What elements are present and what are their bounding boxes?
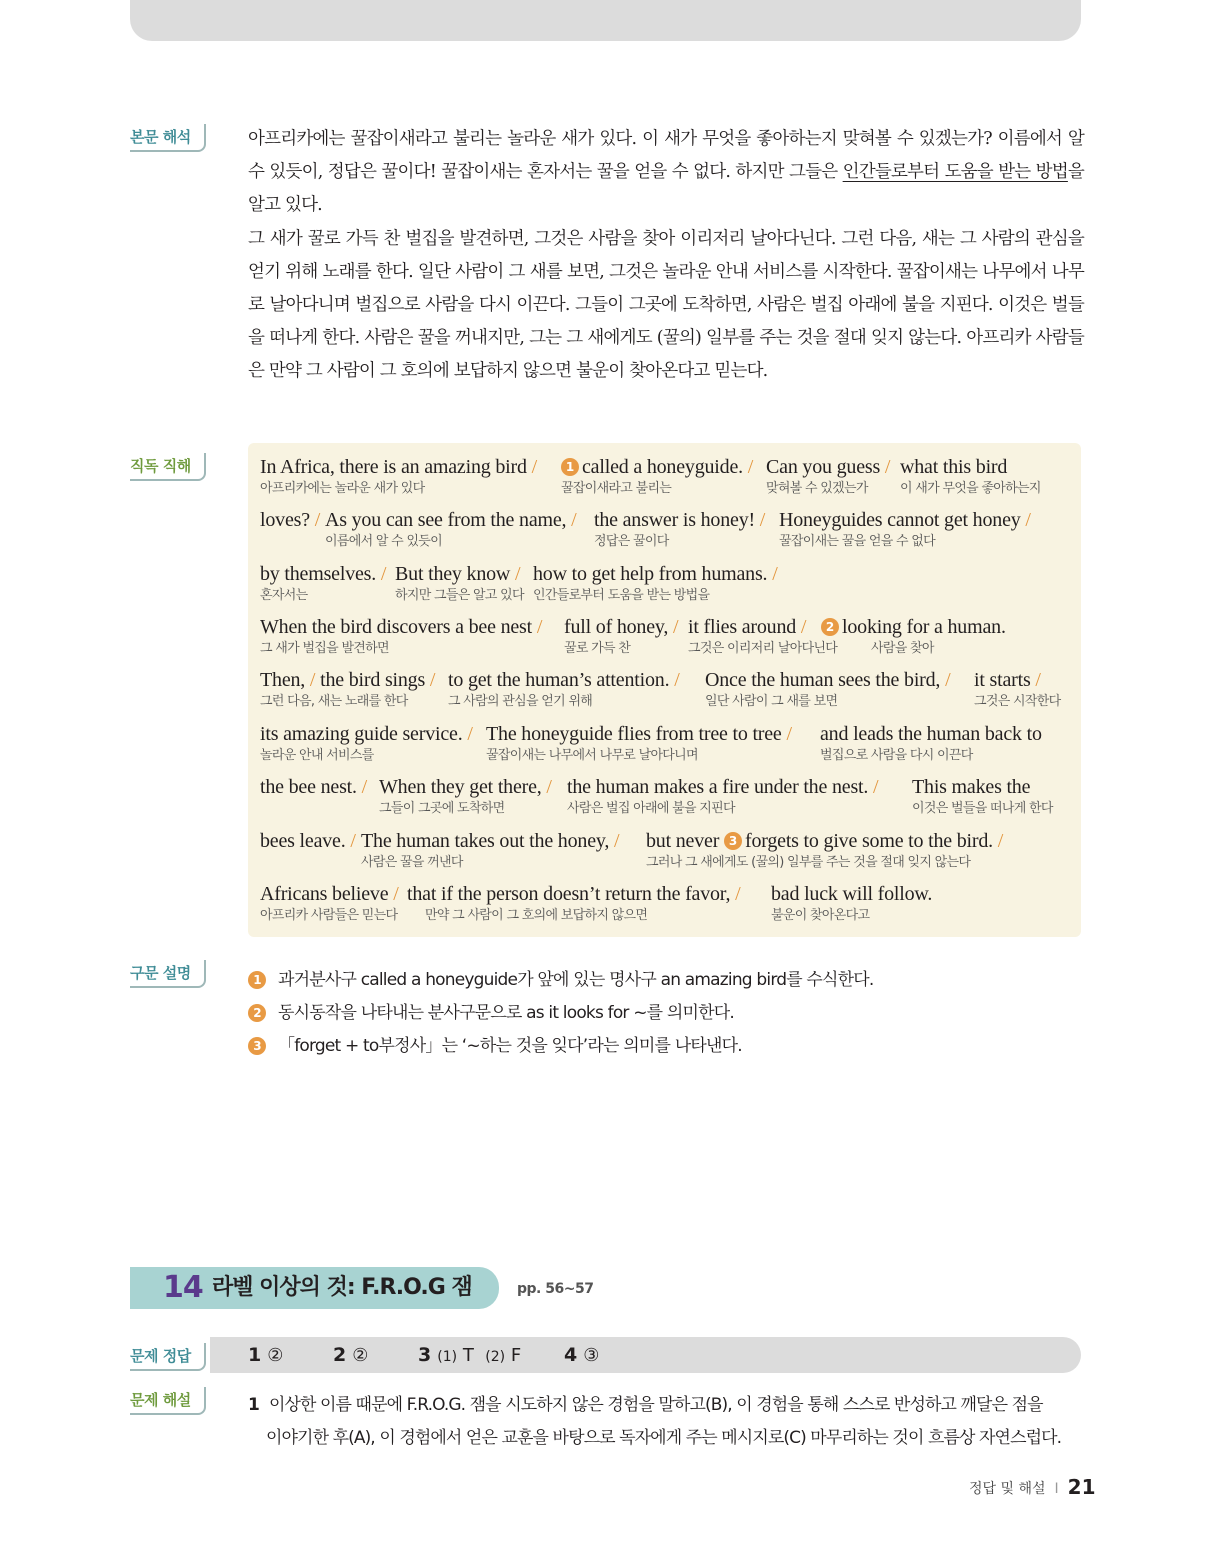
- label-grammar: 구문 설명: [130, 960, 206, 988]
- explanation-number: 1: [248, 1395, 259, 1415]
- note-number-badge: 3: [248, 1037, 266, 1055]
- chunk: [361, 829, 619, 873]
- chunk-ko: 이름에서 알 수 있듯이: [325, 534, 443, 549]
- slash-separator: /: [380, 563, 387, 585]
- answer-number: 1: [248, 1344, 262, 1366]
- chunk-ko: 이것은 벌들을 떠나게 한다: [912, 801, 1053, 816]
- chunk-en: bad luck will follow.: [771, 883, 933, 905]
- chunk-ko: 정답은 꿀이다: [594, 534, 669, 549]
- chunk-en: that if the person doesn’t return the favor,: [407, 883, 731, 905]
- chunk-en: the human makes a fire under the nest.: [567, 776, 869, 798]
- answer-value: ②: [267, 1345, 284, 1366]
- chunk-ko: 하지만 그들은 알고 있다: [395, 588, 524, 603]
- slash-separator: /: [350, 830, 356, 852]
- section-heading: [130, 1267, 499, 1309]
- slash-separator: /: [429, 669, 436, 691]
- chunk-en: forgets to give some to the bird.: [744, 830, 993, 852]
- answer-part-label: (1): [437, 1349, 458, 1365]
- chunk-en: it starts: [974, 669, 1031, 691]
- note-number-badge: 1: [561, 458, 579, 476]
- chunk-ko: 사람을 찾아: [871, 641, 934, 656]
- reading-line-9: [260, 882, 1075, 928]
- chunk-en: the answer is honey!: [594, 509, 755, 531]
- chunk: [260, 562, 386, 606]
- reading-line-4: [260, 615, 1075, 661]
- slash-separator: /: [546, 776, 552, 798]
- chunk-en: Once the human sees the bird,: [705, 669, 941, 691]
- label-translation: 본문 해석: [130, 124, 206, 152]
- reading-box: [248, 443, 1081, 937]
- footer-separator: I: [1054, 1481, 1059, 1497]
- slash-separator: /: [873, 776, 879, 798]
- grammar-notes: [248, 964, 1078, 1063]
- chunk-ko: 아프리카에는 놀라운 새가 있다: [260, 481, 425, 496]
- slash-separator: /: [997, 830, 1004, 852]
- slash-separator: /: [1025, 509, 1031, 531]
- explanation-line-text: 이상한 이름 때문에 F.R.O.G. 잼을 시도하지 않은 경험을 말하고(B), 이 경험을 통해 스스로 반성하고 깨달은 점을: [268, 1395, 1043, 1415]
- grammar-note-text: 「forget + to부정사」는 ‘~하는 것을 잊다’라는 의미를 나타낸다.: [278, 1036, 742, 1056]
- explanation-line-1: [248, 1389, 1082, 1422]
- chunk-en: But they know: [395, 563, 511, 585]
- chunk: [900, 455, 1041, 499]
- answer-1: [248, 1337, 283, 1373]
- slash-separator: /: [735, 883, 741, 905]
- chunk-ko: 벌집으로 사람을 다시 이끈다: [820, 748, 973, 763]
- section-title: 라벨 이상의 것: F.R.O.G 잼: [212, 1275, 472, 1300]
- note-number-badge: 2: [248, 1004, 266, 1022]
- reading-line-3: [260, 562, 1075, 608]
- chunk-en: by themselves.: [260, 563, 377, 585]
- chunk-ko: 불운이 찾아온다고: [771, 908, 870, 923]
- chunk-en: Honeyguides cannot get honey: [779, 509, 1021, 531]
- chunk: [779, 508, 1031, 552]
- reading-line-2: [260, 508, 1075, 554]
- chunk-ko: 그 사람의 관심을 얻기 위해: [448, 694, 593, 709]
- chunk: [564, 615, 678, 659]
- chunk-en: the bee nest.: [260, 776, 357, 798]
- explanation-text: [248, 1389, 1082, 1455]
- slash-separator: /: [759, 509, 766, 531]
- chunk-ko: 그 새가 벌집을 발견하면: [260, 641, 389, 656]
- chunk-ko: 꿀잡이새는 꿀을 얻을 수 없다: [779, 534, 936, 549]
- chunk: [395, 562, 524, 606]
- slash-separator: /: [945, 669, 951, 691]
- slash-separator: /: [884, 456, 891, 478]
- chunk: [821, 615, 1006, 659]
- chunk: [646, 829, 1003, 873]
- chunk: [325, 508, 577, 552]
- chunk-en: what this bird: [900, 456, 1008, 478]
- chunk: [407, 882, 740, 926]
- answer-2: [333, 1337, 368, 1373]
- top-header-bar: [130, 0, 1081, 41]
- grammar-note-text: 과거분사구 called a honeyguide가 앞에 있는 명사구 an amazing bird를 수식한다.: [278, 970, 874, 990]
- slash-separator: /: [361, 776, 367, 798]
- chunk-ko: 그러나 그 새에게도 (꿀의) 일부를 주는 것을 절대 잊지 않는다: [646, 855, 971, 870]
- chunk: [260, 775, 367, 799]
- translation-paragraph-1: [248, 123, 1084, 223]
- chunk-en: Africans believe: [260, 883, 389, 905]
- chunk: [260, 829, 356, 853]
- chunk-en: As you can see from the name,: [325, 509, 567, 531]
- chunk: [260, 722, 473, 766]
- slash-separator: /: [571, 509, 577, 531]
- chunk-ko: 꿀로 가득 찬: [564, 641, 631, 656]
- chunk-ko: 만약 그 사람이 그 호의에 보답하지 않으면: [425, 908, 648, 923]
- chunk-ko: 꿀잡이새라고 불리는: [561, 481, 672, 496]
- answer-value: T: [462, 1345, 474, 1366]
- chunk-en: and leads the human back to: [820, 723, 1042, 745]
- chunk-en: how to get help from humans.: [533, 563, 768, 585]
- section-pages: pp. 56~57: [517, 1281, 594, 1297]
- answer-part-label: (2): [485, 1349, 506, 1365]
- slash-separator: /: [673, 616, 679, 638]
- chunk: [533, 562, 778, 606]
- chunk: [567, 775, 878, 819]
- reading-line-1: [260, 455, 1075, 501]
- chunk: [260, 882, 399, 926]
- translation-p1-start: 아프리카에는 꿀잡이새라고 불리는 놀라운 새가 있다. 이 새가 무엇을 좋아하는지 맞혀볼 수 있겠는가? 이름에서 알 수 있듯이, 정답은 꿀이다! 꿀잡이새는 혼자서는 꿀을 얻을 수 없다. 하지만 그들은: [248, 129, 1084, 183]
- translation-underlined-phrase: 인간들로부터 도움을 받는 방법: [842, 162, 1068, 183]
- slash-separator: /: [467, 723, 473, 745]
- answer-3: [418, 1337, 521, 1373]
- section-number: 14: [163, 1270, 203, 1305]
- chunk: [379, 775, 552, 819]
- chunk-ko: 사람은 벌집 아래에 불을 지핀다: [567, 801, 735, 816]
- footer-label: 정답 및 해설: [969, 1481, 1046, 1497]
- reading-line-8: [260, 829, 1075, 875]
- chunk-ko: 일단 사람이 그 새를 보면: [705, 694, 838, 709]
- chunk: [820, 722, 1042, 766]
- answer-number: 2: [333, 1344, 347, 1366]
- chunk: [974, 668, 1060, 712]
- answer-number: 4: [564, 1344, 578, 1366]
- answer-number: 3: [418, 1344, 432, 1366]
- slash-separator: /: [674, 669, 680, 691]
- chunk-en: but never: [646, 830, 720, 852]
- chunk-ko: 그런 다음, 새는 노래를 한다: [260, 694, 408, 709]
- chunk: [486, 722, 792, 766]
- chunk-ko: 그것은 시작한다: [974, 694, 1061, 709]
- chunk: [561, 455, 753, 499]
- chunk-ko: 꿀잡이새는 나무에서 나무로 날아다니며: [486, 748, 698, 763]
- explanation-line-2: 이야기한 후(A), 이 경험에서 얻은 교훈을 바탕으로 독자에게 주는 메시지로(C) 마무리하는 것이 흐름상 자연스럽다.: [266, 1428, 1062, 1448]
- slash-separator: /: [747, 456, 754, 478]
- chunk: [260, 508, 320, 532]
- chunk-en: This makes the: [912, 776, 1031, 798]
- translation-p1-end: 을 알고 있다.: [248, 162, 1084, 216]
- chunk-en: full of honey,: [564, 616, 669, 638]
- chunk: [688, 615, 837, 659]
- reading-line-5: [260, 668, 1075, 714]
- chunk-en: called a honeyguide.: [582, 456, 743, 478]
- chunk-en: the bird sings: [320, 669, 426, 691]
- chunk-en: In Africa, there is an amazing bird: [260, 456, 527, 478]
- answer-4: [564, 1337, 599, 1373]
- slash-separator: /: [1035, 669, 1041, 691]
- chunk-en: its amazing guide service.: [260, 723, 463, 745]
- chunk-ko: 인간들로부터 도움을 받는 방법을: [533, 588, 710, 603]
- slash-separator: /: [531, 456, 537, 478]
- slash-separator: /: [800, 616, 807, 638]
- label-reading: 직독 직해: [130, 453, 206, 481]
- chunk-en: When the bird discovers a bee nest: [260, 616, 532, 638]
- chunk-ko: 그것은 이리저리 날아다닌다: [688, 641, 838, 656]
- chunk-ko: 사람은 꿀을 꺼낸다: [361, 855, 463, 870]
- grammar-note-text: 동시동작을 나타내는 분사구문으로 as it looks for ~를 의미한다.: [278, 1003, 734, 1023]
- chunk-en: Can you guess: [766, 456, 881, 478]
- slash-separator: /: [536, 616, 543, 638]
- chunk-en: bees leave.: [260, 830, 346, 852]
- chunk-en: The honeyguide flies from tree to tree: [486, 723, 782, 745]
- grammar-note: [248, 1030, 1078, 1063]
- chunk-en: Then,: [260, 669, 306, 691]
- note-number-badge: 2: [821, 618, 839, 636]
- chunk: [594, 508, 765, 552]
- answer-value: F: [510, 1345, 522, 1366]
- chunk: [766, 455, 890, 499]
- grammar-note: [248, 964, 1078, 997]
- chunk-ko: 혼자서는: [260, 588, 308, 603]
- answer-value: ③: [583, 1345, 600, 1366]
- page-footer: [969, 1474, 1096, 1502]
- chunk: [448, 668, 680, 712]
- slash-separator: /: [393, 883, 399, 905]
- chunk: [912, 775, 1053, 819]
- slash-separator: /: [772, 563, 778, 585]
- chunk: [260, 668, 435, 712]
- chunk-ko: 놀라운 안내 서비스를: [260, 748, 374, 763]
- answer-value: ②: [352, 1345, 369, 1366]
- chunk: [260, 615, 542, 659]
- reading-line-7: [260, 775, 1075, 821]
- translation-text: [248, 123, 1084, 389]
- slash-separator: /: [309, 669, 316, 691]
- reading-line-6: [260, 722, 1075, 768]
- translation-paragraph-2: 그 새가 꿀로 가득 찬 벌집을 발견하면, 그것은 사람을 찾아 이리저리 날아다닌다. 그런 다음, 새는 그 사람의 관심을 얻기 위해 노래를 한다. 일단 사람이 그 새를 보면, 그것은 놀라운 안내 서비스를 시작한다. 꿀잡이새는 나무에서 나무로 날아다니며 벌집으로 사람을 다시 이끈다. 그들이 그곳에 도착하면, 사람은 벌집 아래에 불을 지핀다. 이것은 벌들을 떠나게 한다. 사람은 꿀을 꺼내지만, 그는 그 새에게도 (꿀의) 일부를 주는 것을 절대 잊지 않는다. 아프리카 사람들은 만약 그 사람이 그 호의에 보답하지 않으면 불운이 찾아온다고 믿는다.: [248, 228, 1084, 382]
- chunk-ko: 이 새가 무엇을 좋아하는지: [900, 481, 1041, 496]
- chunk-ko: 그들이 그곳에 도착하면: [379, 801, 505, 816]
- chunk-en: loves?: [260, 509, 310, 531]
- grammar-note: [248, 997, 1078, 1030]
- label-answers: 문제 정답: [130, 1343, 206, 1371]
- slash-separator: /: [314, 509, 321, 531]
- chunk-en: it flies around: [688, 616, 797, 638]
- label-explanation: 문제 해설: [130, 1387, 206, 1415]
- chunk-ko: 아프리카 사람들은 믿는다: [260, 908, 398, 923]
- chunk: [260, 455, 537, 499]
- page-number: 21: [1067, 1475, 1096, 1499]
- chunk: [705, 668, 950, 712]
- chunk-en: When they get there,: [379, 776, 542, 798]
- chunk-ko: 맞혀볼 수 있겠는가: [766, 481, 868, 496]
- chunk-en: looking for a human.: [842, 616, 1006, 638]
- chunk-en: The human takes out the honey,: [361, 830, 610, 852]
- chunk: [771, 882, 932, 926]
- chunk-en: to get the human’s attention.: [448, 669, 670, 691]
- slash-separator: /: [515, 563, 521, 585]
- slash-separator: /: [614, 830, 620, 852]
- note-number-badge: 3: [724, 832, 742, 850]
- slash-separator: /: [786, 723, 792, 745]
- note-number-badge: 1: [248, 971, 266, 989]
